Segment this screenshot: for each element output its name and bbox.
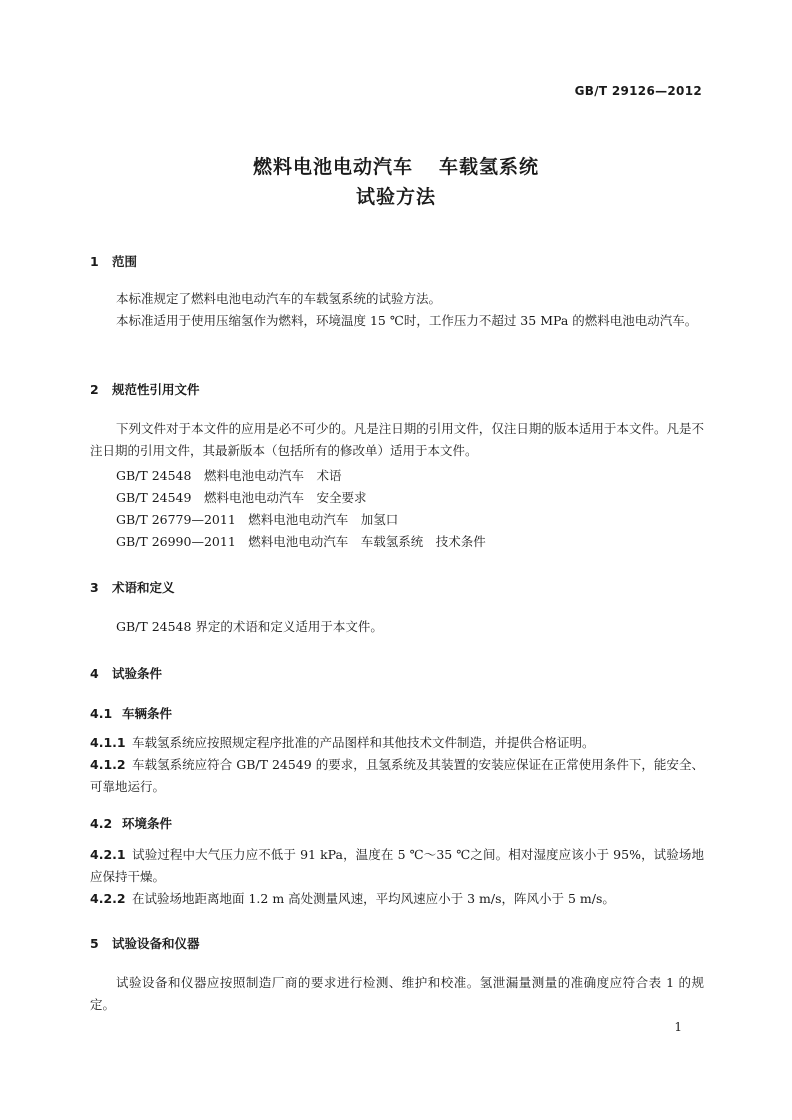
scope-paragraph-1: 本标准规定了燃料电池电动汽车的车载氢系统的试验方法。 <box>116 291 442 306</box>
section-heading-1: 1 范围 <box>90 254 138 269</box>
equipment-paragraph: 试验设备和仪器应按照制造厂商的要求进行检测、维护和校准。氢泄漏量测量的准确度应符合表 1 的规定。 <box>90 975 704 1012</box>
standard-code: GB/T 29126—2012 <box>574 84 702 98</box>
section-heading-5: 5 试验设备和仪器 <box>90 936 200 951</box>
subsection-heading-4-2: 4.2 环境条件 <box>90 816 173 831</box>
section-heading-2: 2 规范性引用文件 <box>90 382 200 397</box>
document-title-line1 <box>0 152 792 179</box>
subsection-heading-4-1: 4.1 车辆条件 <box>90 706 173 721</box>
clause-4-1-2: 4.1.2 车载氢系统应符合 GB/T 24549 的要求，且氢系统及其装置的安装应保证在正常使用条件下，能安全、可靠地运行。 <box>90 757 704 794</box>
page-number: 1 <box>674 1020 682 1034</box>
section-heading-4: 4 试验条件 <box>90 666 163 681</box>
scope-paragraph-2: 本标准适用于使用压缩氢作为燃料，环境温度 15 ℃时，工作压力不超过 35 MPa 的燃料电池电动汽车。 <box>116 313 698 328</box>
clause-4-2-1: 4.2.1 试验过程中大气压力应不低于 91 kPa，温度在 5 ℃～35 ℃之间。相对湿度应该小于 95%，试验场地应保持干燥。 <box>90 847 704 884</box>
clause-4-1-1: 4.1.1 车载氢系统应按照规定程序批准的产品图样和其他技术文件制造，并提供合格证明。 <box>90 735 595 750</box>
reference-item: GB/T 26990—2011 燃料电池电动汽车 车载氢系统 技术条件 <box>116 534 486 549</box>
terms-paragraph: GB/T 24548 界定的术语和定义适用于本文件。 <box>116 619 383 634</box>
reference-item: GB/T 24549 燃料电池电动汽车 安全要求 <box>116 490 367 505</box>
reference-item: GB/T 26779—2011 燃料电池电动汽车 加氢口 <box>116 512 399 527</box>
section-heading-3: 3 术语和定义 <box>90 580 175 595</box>
document-title-line2: 试验方法 <box>355 186 436 208</box>
references-intro-paragraph: 下列文件对于本文件的应用是必不可少的。凡是注日期的引用文件，仅注日期的版本适用于本文件。凡是不注日期的引用文件，其最新版本（包括所有的修改单）适用于本文件。 <box>90 421 704 458</box>
title-part-vehicle: 燃料电池电动汽车 <box>252 156 413 178</box>
clause-4-2-2: 4.2.2 在试验场地距离地面 1.2 m 高处测量风速，平均风速应小于 3 m/s，阵风小于 5 m/s。 <box>90 891 615 906</box>
title-part-system: 车载氢系统 <box>439 156 540 178</box>
reference-item: GB/T 24548 燃料电池电动汽车 术语 <box>116 468 342 483</box>
